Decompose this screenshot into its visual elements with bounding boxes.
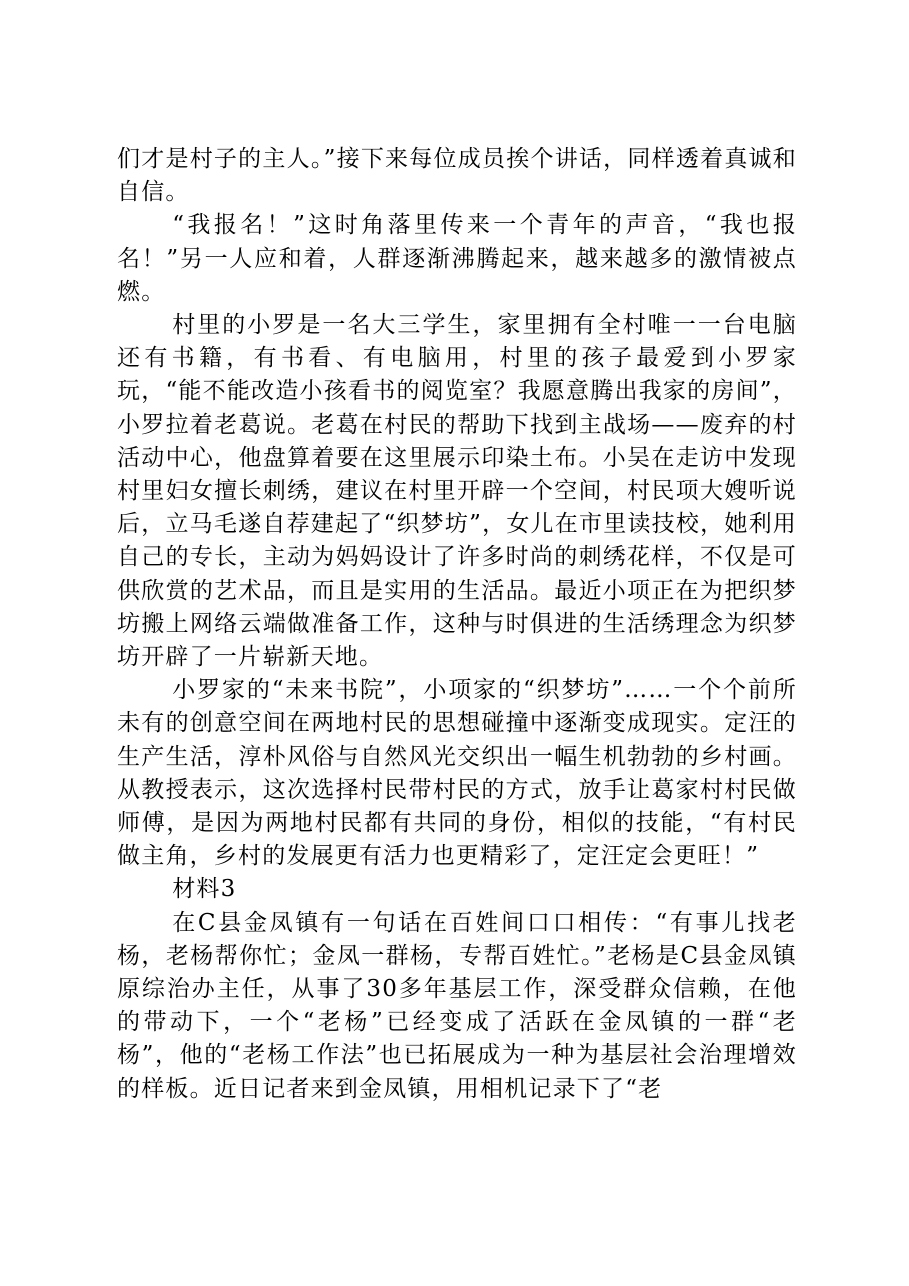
paragraph-3: 村里的小罗是一名大三学生，家里拥有全村唯一一台电脑还有书籍，有书看、有电脑用，村里的孩子最爱到小罗家玩，“能不能改造小孩看书的阅览室？我愿意腾出我家的房间”，小罗拉着老葛说。老葛在村民的帮助下找到主战场——废弃的村活动中心，他盘算着要在这里展示印染土布。小吴在走访中发现村里妇女擅长刺绣，建议在村里开辟一个空间，村民项大嫂听说后，立马毛遂自荐建起了“织梦坊”，女儿在市里读技校，她利用自己的专长，主动为妈妈设计了许多时尚的刺绣花样，不仅是可供欣赏的艺术品，而且是实用的生活品。最近小项正在为把织梦坊搬上网络云端做准备工作，这种与时俱进的生活绣理念为织梦坊开辟了一片崭新天地。 (117, 312, 797, 671)
section-heading-material-3: 材料3 (172, 876, 237, 903)
document-body (117, 143, 797, 1106)
paragraph-1: 们才是村子的主人。”接下来每位成员挨个讲话，同样透着真诚和自信。 (117, 146, 797, 206)
paragraph-5: 在C县金凤镇有一句话在百姓间口口相传：“有事儿找老杨，老杨帮你忙；金凤一群杨，专帮百姓忙。”老杨是C县金凤镇原综治办主任，从事了30多年基层工作，深受群众信赖，在他的带动下，一个“老杨”已经变成了活跃在金凤镇的一群“老杨”，他的“老杨工作法”也已拓展成为一种为基层社会治理增效的样板。近日记者来到金凤镇，用相机记录下了“老 (117, 909, 797, 1102)
paragraph-4: 小罗家的“未来书院”，小项家的“织梦坊”……一个个前所未有的创意空间在两地村民的思想碰撞中逐渐变成现实。定汪的生产生活，淳朴风俗与自然风光交织出一幅生机勃勃的乡村画。从教授表示，这次选择村民带村民的方式，放手让葛家村村民做师傅，是因为两地村民都有共同的身份，相似的技能，“有村民做主角，乡村的发展更有活力也更精彩了，定汪定会更旺！” (117, 677, 797, 870)
paragraph-2: “我报名！”这时角落里传来一个青年的声音，“我也报名！”另一人应和着，人群逐渐沸腾起来，越来越多的激情被点燃。 (117, 212, 797, 305)
